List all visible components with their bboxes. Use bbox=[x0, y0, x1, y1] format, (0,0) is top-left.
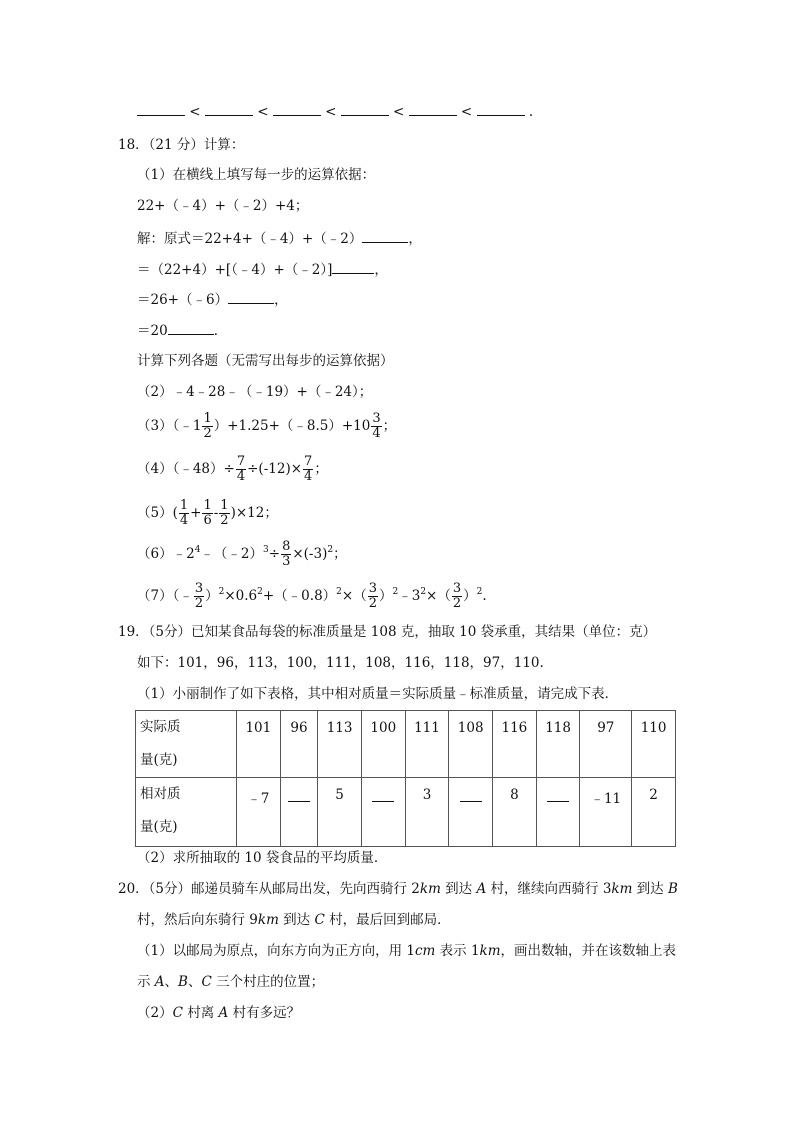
numerator: 7 bbox=[236, 454, 246, 469]
cell-value: 118 bbox=[545, 720, 571, 736]
answer-blank[interactable] bbox=[341, 101, 389, 116]
expr-text: . bbox=[482, 588, 487, 604]
text: 20．（5分）邮递员骑车从邮局出发，先向西骑行 2 bbox=[118, 881, 420, 897]
cell-value: 3 bbox=[422, 787, 432, 803]
table-answer-blank[interactable] bbox=[460, 787, 482, 802]
fraction bbox=[236, 455, 246, 484]
q18-part2: （2）﹣4﹣28﹣（﹣19）+（﹣24）； bbox=[137, 384, 373, 400]
numerator: 1 bbox=[203, 411, 212, 426]
cell-value: 5 bbox=[335, 787, 344, 803]
expr-text: ； bbox=[333, 546, 347, 562]
numerator: 8 bbox=[282, 539, 291, 554]
text: 村有多远？ bbox=[228, 1005, 301, 1021]
q18-part7 bbox=[137, 582, 487, 611]
q18-part6 bbox=[137, 540, 347, 569]
period: ． bbox=[213, 323, 228, 339]
variable: C bbox=[172, 1005, 183, 1021]
answer-blank[interactable] bbox=[273, 101, 321, 116]
text: （2） bbox=[137, 1005, 173, 1021]
q19-part1: （1）小丽制作了如下表格，其中相对质量＝实际质量﹣标准质量，请完成下表． bbox=[137, 686, 619, 702]
header-text: 实际质 bbox=[140, 719, 181, 735]
text: 村，继续向西骑行 3 bbox=[486, 881, 612, 897]
q18-list-intro: 计算下列各题（无需写出每步的运算依据） bbox=[137, 353, 394, 369]
table-cell[interactable] bbox=[280, 778, 318, 847]
table-cell bbox=[318, 778, 362, 847]
cell-value: ﹣7 bbox=[247, 791, 270, 807]
exponent: 2 bbox=[218, 587, 225, 597]
variable: C bbox=[314, 912, 325, 928]
text: 到达 bbox=[632, 881, 668, 897]
table-cell bbox=[493, 778, 537, 847]
q18-step2 bbox=[137, 259, 388, 280]
denominator: 4 bbox=[179, 513, 189, 528]
step-text: 解：原式＝22+4+（﹣4）+（﹣2） bbox=[137, 231, 363, 247]
text: 三个村庄的位置； bbox=[211, 974, 325, 990]
fraction bbox=[194, 582, 204, 611]
text: 示 bbox=[137, 974, 155, 990]
table-cell bbox=[405, 778, 449, 847]
less-than-sign: < bbox=[189, 104, 201, 120]
header-text: 量(克) bbox=[140, 752, 178, 768]
fraction bbox=[281, 540, 291, 569]
text: 表示 1 bbox=[435, 943, 480, 959]
text: 村，然后向东骑行 9 bbox=[137, 912, 258, 928]
q20-line4 bbox=[137, 972, 324, 992]
expr-text: ﹣（﹣2） bbox=[200, 546, 264, 562]
table-cell bbox=[318, 711, 362, 778]
fraction bbox=[371, 412, 381, 441]
table-cell[interactable] bbox=[536, 778, 580, 847]
cell-value: 116 bbox=[501, 720, 528, 736]
table-cell bbox=[580, 711, 632, 778]
cell-value: 113 bbox=[326, 720, 353, 736]
unit: km bbox=[257, 912, 279, 928]
numerator: 1 bbox=[220, 498, 229, 513]
numerator: 1 bbox=[179, 498, 189, 513]
cell-value: 97 bbox=[597, 720, 615, 736]
expr-text: ； bbox=[314, 461, 328, 477]
q18-part1-intro: （1）在横线上填写每一步的运算依据： bbox=[137, 167, 376, 183]
cell-value: 96 bbox=[290, 720, 308, 736]
text: 村，最后回到邮局． bbox=[324, 912, 451, 928]
reason-blank[interactable] bbox=[332, 259, 374, 274]
table-cell bbox=[237, 711, 281, 778]
less-than-sign: < bbox=[325, 104, 337, 120]
expr-text: ）+1.25+（﹣8.5）+10 bbox=[213, 418, 371, 434]
expr-text: +（﹣0.8） bbox=[262, 588, 337, 604]
exponent: 2 bbox=[392, 587, 399, 597]
q20-line1 bbox=[118, 879, 678, 899]
cell-value: 110 bbox=[640, 720, 667, 736]
step-text: ＝26+（﹣6） bbox=[137, 292, 229, 308]
q20-line3 bbox=[137, 941, 676, 961]
numerator: 3 bbox=[194, 581, 204, 596]
expr-text: ） bbox=[378, 588, 393, 604]
text: 到达 bbox=[278, 912, 315, 928]
text: 到达 bbox=[440, 881, 477, 897]
answer-blank[interactable] bbox=[409, 101, 457, 116]
expr-text: （7）（﹣ bbox=[137, 588, 193, 604]
header-text: 量(克) bbox=[140, 819, 178, 835]
ordering-blanks-line bbox=[137, 101, 533, 122]
table-answer-blank[interactable] bbox=[288, 787, 310, 802]
table-cell bbox=[632, 711, 676, 778]
denominator: 6 bbox=[203, 513, 212, 528]
expr-text: ÷(-12)× bbox=[247, 461, 303, 477]
denominator: 4 bbox=[236, 469, 246, 484]
numerator: 3 bbox=[368, 581, 377, 596]
expr-text: ×(-3) bbox=[292, 546, 328, 562]
expr-text: )×12； bbox=[230, 505, 278, 521]
comma: ， bbox=[408, 231, 422, 247]
fraction bbox=[202, 412, 212, 441]
step-text: ＝（22+4）+[（﹣4）+（﹣2）] bbox=[137, 262, 333, 278]
denominator: 2 bbox=[368, 596, 377, 611]
expr-text: ； bbox=[382, 418, 397, 434]
exponent: 4 bbox=[194, 545, 201, 555]
fraction bbox=[303, 455, 313, 484]
denominator: 2 bbox=[220, 513, 229, 528]
expr-text: ÷ bbox=[268, 546, 281, 562]
expr-text: （5）( bbox=[137, 505, 178, 521]
numerator: 3 bbox=[452, 581, 462, 596]
denominator: 2 bbox=[194, 596, 204, 611]
q19-title: 19．（5分）已知某食品每袋的标准质量是 108 克，抽取 10 袋承重，其结果（单位：克） bbox=[118, 624, 657, 640]
header-text: 相对质 bbox=[140, 786, 181, 802]
q18-part5 bbox=[137, 499, 278, 528]
expr-text: ×（ bbox=[426, 588, 451, 604]
cell-value: 100 bbox=[370, 720, 397, 736]
denominator: 4 bbox=[372, 426, 381, 441]
less-than-sign: < bbox=[257, 104, 269, 120]
operator: - bbox=[213, 505, 219, 521]
row-header-relative bbox=[136, 778, 237, 847]
answer-blank[interactable] bbox=[137, 101, 185, 116]
expr-text: ） bbox=[205, 588, 219, 604]
table-cell bbox=[536, 711, 580, 778]
mass-table bbox=[135, 710, 676, 847]
answer-blank[interactable] bbox=[477, 101, 525, 116]
table-cell bbox=[280, 711, 318, 778]
fraction bbox=[219, 499, 229, 528]
comma: ， bbox=[374, 262, 388, 278]
expr-text: （4）（﹣48）÷ bbox=[137, 461, 235, 477]
less-than-sign: < bbox=[393, 104, 405, 120]
q18-step3 bbox=[137, 289, 288, 310]
q18-expression: 22+（﹣4）+（﹣2）+4； bbox=[137, 198, 309, 214]
table-cell bbox=[361, 711, 405, 778]
numerator: 3 bbox=[372, 411, 381, 426]
expr-text: ×（ bbox=[341, 588, 367, 604]
cell-value: 2 bbox=[649, 787, 658, 803]
unit: km bbox=[419, 881, 441, 897]
text: 、 bbox=[164, 974, 179, 990]
unit: km bbox=[479, 943, 501, 959]
variable: B bbox=[667, 881, 678, 897]
table-row bbox=[136, 711, 676, 778]
text: （1）以邮局为原点，向东方向为正方向，用 1 bbox=[137, 943, 415, 959]
exponent: 2 bbox=[257, 587, 263, 597]
table-cell bbox=[449, 711, 493, 778]
exponent: 2 bbox=[420, 587, 427, 597]
table-row bbox=[136, 778, 676, 847]
table-answer-blank[interactable] bbox=[372, 787, 394, 802]
table-cell bbox=[237, 778, 281, 847]
table-cell[interactable] bbox=[449, 778, 493, 847]
q18-part3 bbox=[137, 412, 396, 441]
cell-value: 108 bbox=[457, 720, 484, 736]
text: ，画出数轴，并在该数轴上表 bbox=[500, 943, 677, 959]
expr-text: ﹣3 bbox=[398, 588, 421, 604]
q18-title: 18．（21 分）计算： bbox=[118, 137, 245, 153]
table-cell[interactable] bbox=[361, 778, 405, 847]
expr-text: （6）﹣2 bbox=[137, 546, 195, 562]
unit: cm bbox=[414, 943, 436, 959]
unit: km bbox=[611, 881, 633, 897]
comma: ， bbox=[274, 292, 288, 308]
less-than-sign: < bbox=[460, 104, 473, 120]
expr-text: ×0.6 bbox=[224, 588, 258, 604]
cell-value: 8 bbox=[510, 787, 519, 803]
operator: + bbox=[190, 505, 202, 521]
table-cell bbox=[580, 778, 632, 847]
numerator: 7 bbox=[304, 454, 313, 469]
q20-line2 bbox=[137, 910, 451, 930]
numerator: 1 bbox=[203, 498, 212, 513]
table-answer-blank[interactable] bbox=[547, 787, 569, 802]
variable: A bbox=[476, 881, 487, 897]
reason-blank[interactable] bbox=[228, 289, 274, 304]
fraction bbox=[368, 582, 378, 611]
reason-blank[interactable] bbox=[168, 320, 214, 335]
text: 、 bbox=[187, 974, 202, 990]
exponent: 2 bbox=[336, 587, 342, 597]
q18-step4 bbox=[137, 320, 227, 341]
row-header-actual bbox=[136, 711, 237, 778]
q18-step1 bbox=[137, 228, 422, 249]
fraction bbox=[202, 499, 212, 528]
variable: C bbox=[201, 974, 212, 990]
q18-part4 bbox=[137, 455, 328, 484]
fraction bbox=[179, 499, 189, 528]
variable: A bbox=[218, 1005, 229, 1021]
expr-text: ） bbox=[463, 588, 477, 604]
cell-value: 111 bbox=[414, 720, 440, 736]
table-cell bbox=[405, 711, 449, 778]
exponent: 3 bbox=[263, 545, 269, 555]
variable: B bbox=[178, 974, 188, 990]
q20-line5 bbox=[137, 1003, 300, 1023]
exponent: 2 bbox=[327, 545, 334, 555]
denominator: 2 bbox=[452, 596, 462, 611]
denominator: 3 bbox=[282, 554, 291, 569]
table-cell bbox=[493, 711, 537, 778]
expr-text: （3）（﹣1 bbox=[137, 418, 202, 434]
answer-blank[interactable] bbox=[205, 101, 253, 116]
cell-value: ﹣11 bbox=[590, 791, 622, 807]
q19-data-line: 如下：101，96，113，100，111，108，116，118，97，110. bbox=[137, 655, 544, 671]
text: 村离 bbox=[182, 1005, 219, 1021]
fraction bbox=[452, 582, 462, 611]
reason-blank[interactable] bbox=[362, 228, 408, 243]
step-text: ＝20 bbox=[137, 323, 168, 339]
table-cell bbox=[632, 778, 676, 847]
denominator: 4 bbox=[304, 469, 313, 484]
period: . bbox=[528, 104, 534, 120]
denominator: 2 bbox=[203, 426, 212, 441]
variable: A bbox=[154, 974, 165, 990]
cell-value: 101 bbox=[245, 720, 272, 736]
q19-part2: （2）求所抽取的 10 袋食品的平均质量． bbox=[137, 850, 388, 866]
exponent: 2 bbox=[476, 587, 483, 597]
